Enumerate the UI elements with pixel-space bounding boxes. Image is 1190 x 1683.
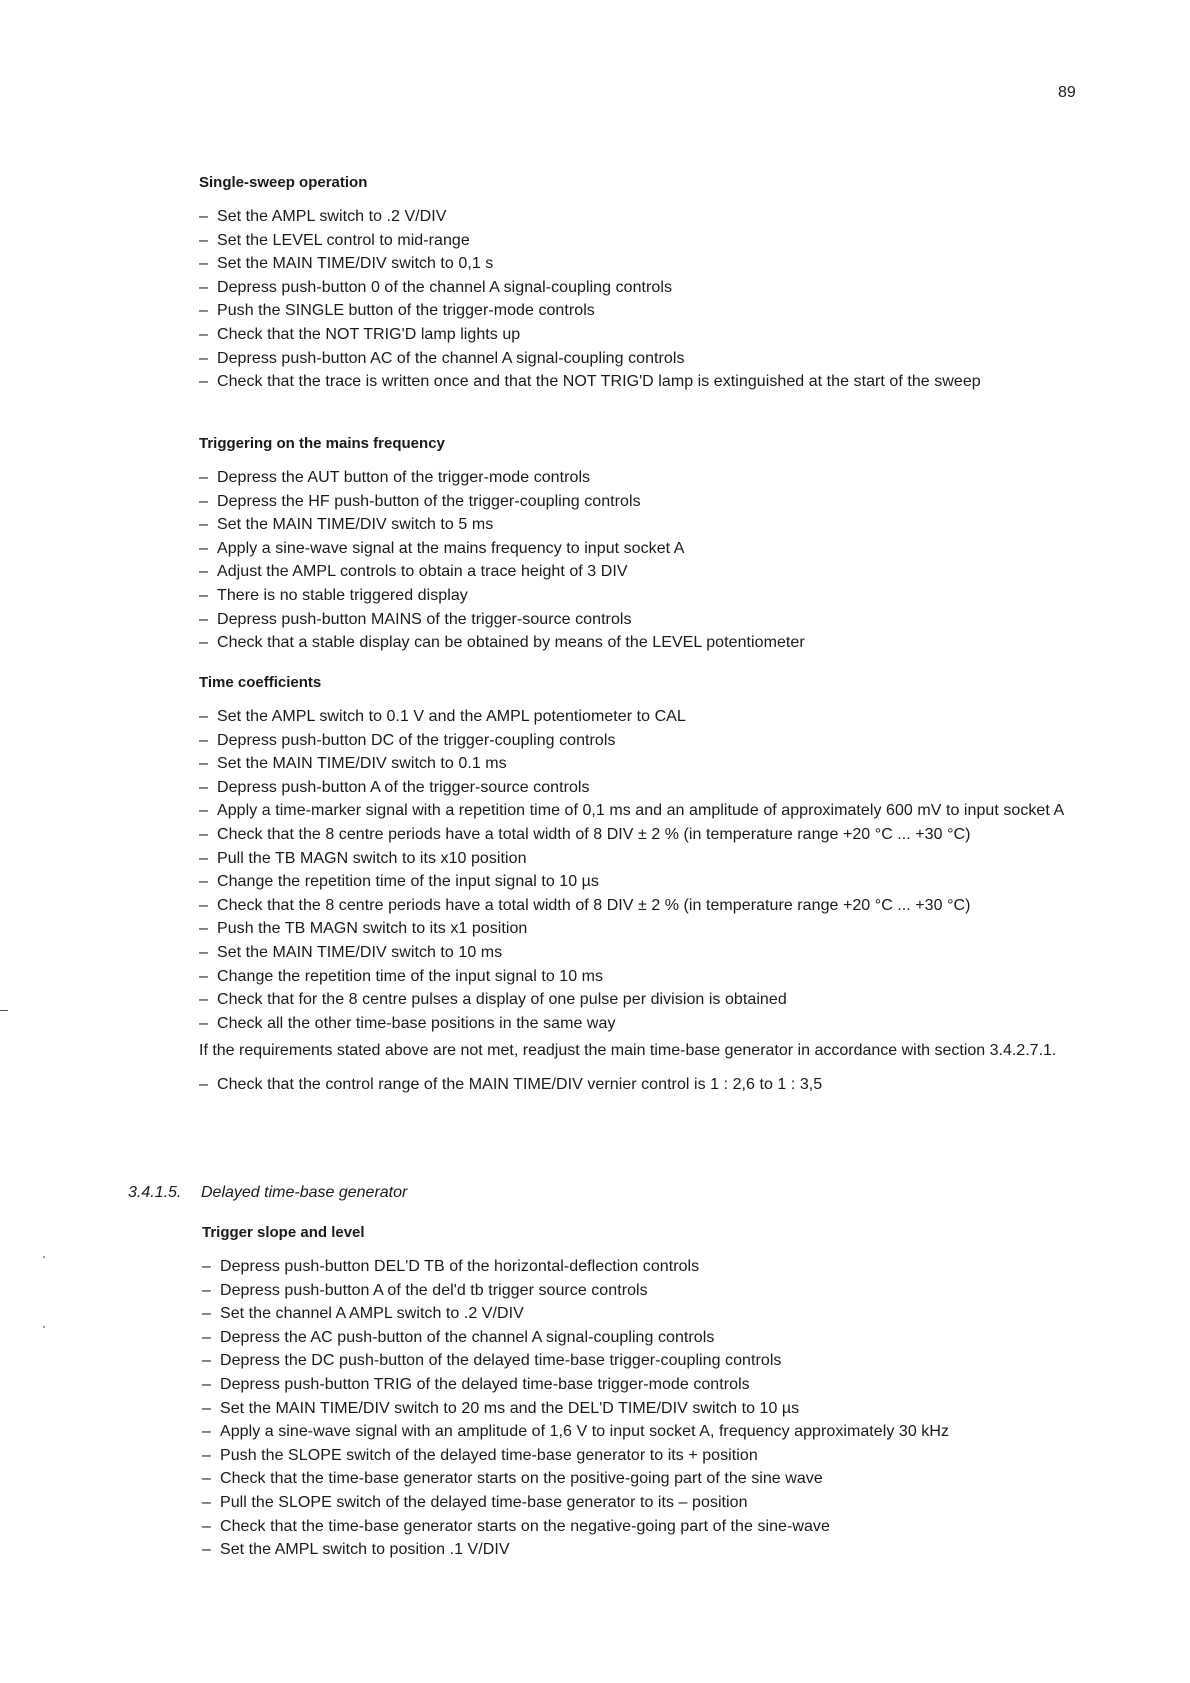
subsection-title <box>128 1183 407 1203</box>
section-heading: Single-sweep operation <box>199 174 368 191</box>
step-item: – Check that the NOT TRIG'D lamp lights up <box>199 323 1099 347</box>
step-list <box>199 705 1099 1035</box>
step-item: – Check that for the 8 centre pulses a display of one pulse per division is obtained <box>199 988 1099 1012</box>
step-item: – Check that the time-base generator starts on the positive-going part of the sine wave <box>202 1467 1102 1491</box>
step-item: – Check that the 8 centre periods have a total width of 8 DIV ± 2 % (in temperature range +20 °C ... +30 °C) <box>199 823 1099 847</box>
step-item: – Set the AMPL switch to .2 V/DIV <box>199 205 1099 229</box>
mains-trigger-section <box>199 434 1099 655</box>
step-item: – Apply a sine-wave signal at the mains frequency to input socket A <box>199 537 1099 561</box>
step-item: – Check that the 8 centre periods have a total width of 8 DIV ± 2 % (in temperature range +20 °C ... +30 °C) <box>199 894 1099 918</box>
step-item: – Depress push-button DC of the trigger-coupling controls <box>199 729 1099 753</box>
step-item: – Push the TB MAGN switch to its x1 position <box>199 917 1099 941</box>
step-item: – Depress the AC push-button of the channel A signal-coupling controls <box>202 1326 1102 1350</box>
step-item: – Set the MAIN TIME/DIV switch to 0,1 s <box>199 252 1099 276</box>
step-item: – Push the SLOPE switch of the delayed time-base generator to its + position <box>202 1444 1102 1468</box>
step-item: – Depress push-button A of the trigger-source controls <box>199 776 1099 800</box>
step-item: – Depress the DC push-button of the delayed time-base trigger-coupling controls <box>202 1349 1102 1373</box>
subsection-number: 3.4.1.5. <box>128 1184 182 1201</box>
step-item: – Pull the TB MAGN switch to its x10 position <box>199 847 1099 871</box>
section-heading: Time coefficients <box>199 674 322 691</box>
step-item: – Check that a stable display can be obtained by means of the LEVEL potentiometer <box>199 631 1099 655</box>
step-item: – Set the LEVEL control to mid-range <box>199 229 1099 253</box>
step-item: – Depress push-button A of the del'd tb trigger source controls <box>202 1279 1102 1303</box>
step-item: – Adjust the AMPL controls to obtain a trace height of 3 DIV <box>199 560 1099 584</box>
step-item: – Set the MAIN TIME/DIV switch to 20 ms and the DEL'D TIME/DIV switch to 10 µs <box>202 1397 1102 1421</box>
step-item: – Depress push-button 0 of the channel A signal-coupling controls <box>199 276 1099 300</box>
step-item: – Apply a time-marker signal with a repetition time of 0,1 ms and an amplitude of approximately 600 mV to input socket A <box>199 799 1099 823</box>
scan-speck <box>43 1256 45 1258</box>
step-list <box>199 466 1099 655</box>
step-item: – Apply a sine-wave signal with an amplitude of 1,6 V to input socket A, frequency approximately 30 kHz <box>202 1420 1102 1444</box>
step-item: – Depress the HF push-button of the trigger-coupling controls <box>199 490 1099 514</box>
step-list <box>202 1255 1102 1562</box>
subsection-name: Delayed time-base generator <box>201 1184 408 1201</box>
step-item: – Depress push-button AC of the channel A signal-coupling controls <box>199 347 1099 371</box>
step-item: – Depress push-button TRIG of the delayed time-base trigger-mode controls <box>202 1373 1102 1397</box>
step-item: – Change the repetition time of the input signal to 10 ms <box>199 965 1099 989</box>
readjust-note: If the requirements stated above are not met, readjust the main time-base generator in accordance with section 3.4.2.7.1. <box>199 1042 1057 1060</box>
step-item: – Check that the control range of the MAIN TIME/DIV vernier control is 1 : 2,6 to 1 : 3,5 <box>199 1073 1099 1097</box>
step-item: – Set the AMPL switch to 0.1 V and the AMPL potentiometer to CAL <box>199 705 1099 729</box>
step-item: – Depress the AUT button of the trigger-mode controls <box>199 466 1099 490</box>
step-item: – There is no stable triggered display <box>199 584 1099 608</box>
step-item: – Depress push-button DEL'D TB of the horizontal-deflection controls <box>202 1255 1102 1279</box>
margin-mark <box>0 1010 8 1011</box>
step-item: – Push the SINGLE button of the trigger-mode controls <box>199 299 1099 323</box>
step-item: – Set the channel A AMPL switch to .2 V/DIV <box>202 1302 1102 1326</box>
step-item: – Check that the trace is written once and that the NOT TRIG'D lamp is extinguished at the start of the sweep <box>199 370 1099 394</box>
step-item: – Set the AMPL switch to position .1 V/DIV <box>202 1538 1102 1562</box>
step-item: – Check that the time-base generator starts on the negative-going part of the sine-wave <box>202 1515 1102 1539</box>
step-item: – Depress push-button MAINS of the trigger-source controls <box>199 608 1099 632</box>
scan-speck <box>43 1326 45 1328</box>
section-heading: Triggering on the mains frequency <box>199 435 445 452</box>
single-sweep-section <box>199 173 1099 394</box>
time-coefficients-section <box>199 673 1099 1097</box>
step-item: – Check all the other time-base positions in the same way <box>199 1012 1099 1036</box>
step-item: – Pull the SLOPE switch of the delayed time-base generator to its – position <box>202 1491 1102 1515</box>
section-heading: Trigger slope and level <box>202 1224 365 1241</box>
page-number: 89 <box>1058 84 1076 101</box>
step-list <box>199 205 1099 394</box>
step-item: – Set the MAIN TIME/DIV switch to 5 ms <box>199 513 1099 537</box>
step-item: – Set the MAIN TIME/DIV switch to 0.1 ms <box>199 752 1099 776</box>
trigger-slope-section <box>202 1223 1102 1562</box>
step-item: – Change the repetition time of the input signal to 10 µs <box>199 870 1099 894</box>
step-item: – Set the MAIN TIME/DIV switch to 10 ms <box>199 941 1099 965</box>
step-list <box>199 1073 1099 1097</box>
